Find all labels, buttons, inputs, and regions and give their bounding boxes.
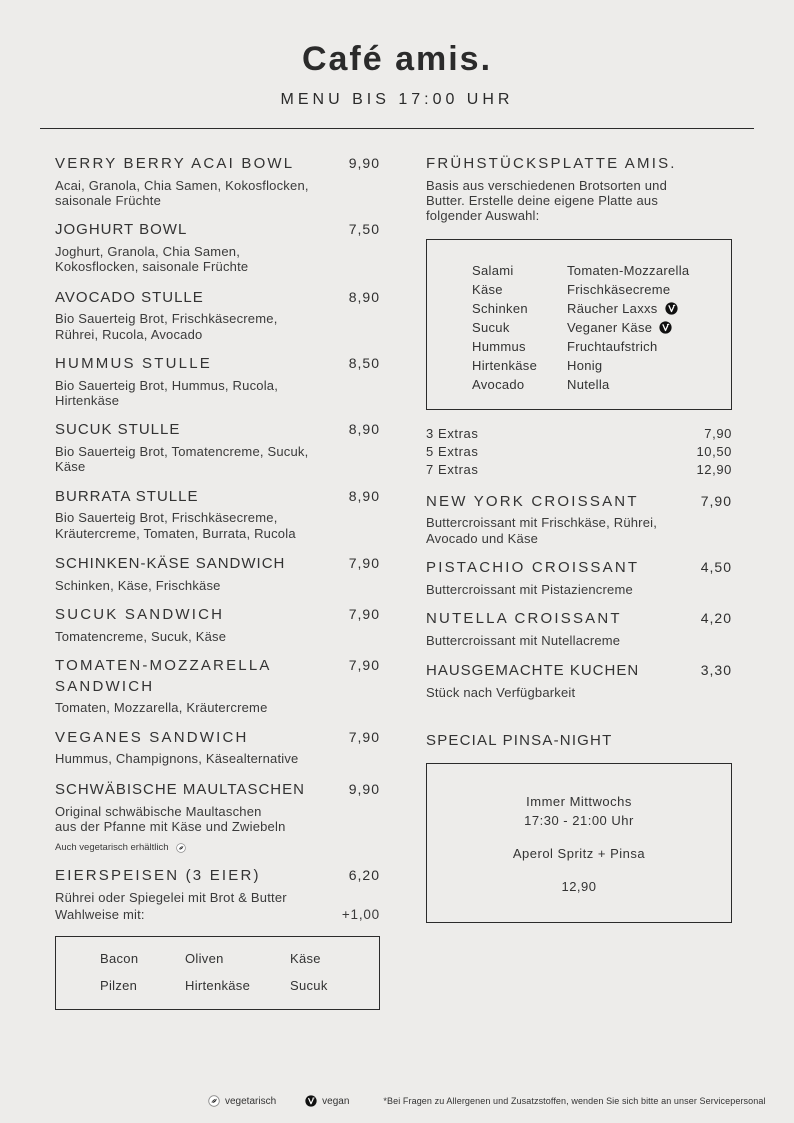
- menu-item-title: SUCUK STULLE: [55, 421, 181, 439]
- menu-item-head: [55, 554, 380, 575]
- special-box-line: 17:30 - 21:00 Uhr: [524, 813, 634, 829]
- menu-item-desc: [55, 178, 380, 209]
- vegetarian-icon: [208, 1095, 220, 1107]
- menu-item-desc: [55, 244, 380, 275]
- selection-item-label: Nutella: [567, 376, 610, 392]
- menu-item-desc: [55, 700, 380, 715]
- selection-item: [567, 356, 689, 375]
- menu-item-head: [55, 288, 380, 309]
- menu-item-title: PISTACHIO CROISSANT: [426, 559, 640, 577]
- menu-item-price: 6,20: [348, 867, 380, 884]
- special-box-spacer: [437, 863, 721, 877]
- menu-item-head: [55, 605, 380, 626]
- fruehstuecksplatte-title: FRÜHSTÜCKSPLATTE AMIS.: [426, 155, 677, 172]
- menu-item-desc-line: Bio Sauerteig Brot, Tomatencreme, Sucuk,: [55, 444, 309, 460]
- selection-item-label: Räucher Laxxs: [567, 300, 658, 316]
- extras-price: 12,90: [696, 461, 732, 477]
- menu-item-title: BURRATA STULLE: [55, 487, 199, 505]
- menu-item-title: NEW YORK CROISSANT: [426, 492, 639, 510]
- egg-extra-item: Pilzen: [100, 978, 138, 994]
- menu-item-price: 8,90: [348, 487, 380, 504]
- selection-item: Schinken: [472, 300, 528, 316]
- menu-item-desc-line: Bio Sauerteig Brot, Frischkäsecreme,: [55, 311, 278, 327]
- menu-item-desc: [55, 444, 380, 475]
- menu-item-price: 9,90: [348, 780, 380, 797]
- selection-item: Sucuk: [472, 319, 510, 335]
- menu-footer: [0, 1095, 774, 1107]
- special-box-line: Immer Mittwochs: [526, 794, 632, 810]
- menu-item-desc-line: Avocado und Käse: [426, 530, 539, 546]
- special-box-spacer: [437, 830, 721, 844]
- menu-item-subrow: [55, 907, 380, 922]
- menu-item: [55, 420, 380, 474]
- egg-extras-row: [100, 951, 379, 966]
- fruehstuecksplatte-desc-line: Butter. Erstelle deine eigene Platte aus: [426, 193, 659, 209]
- selection-item: Hummus: [472, 338, 526, 354]
- menu-item-desc-line: Kräutercreme, Tomaten, Burrata, Rucola: [55, 525, 296, 541]
- selection-item: [567, 261, 689, 280]
- menu-item: [426, 609, 732, 648]
- extras-price: 10,50: [696, 443, 732, 459]
- egg-extra-item: Käse: [290, 951, 321, 967]
- menu-item-head: [426, 609, 732, 630]
- egg-extras-row: [100, 978, 379, 993]
- menu-item-desc-line: Bio Sauerteig Brot, Hummus, Rucola,: [55, 377, 279, 393]
- menu-item-desc: [55, 629, 380, 644]
- menu-item: [55, 728, 380, 767]
- menu-item-title: JOGHURT BOWL: [55, 221, 188, 239]
- selection-item: [567, 299, 689, 318]
- fruehstuecksplatte-desc: [426, 178, 732, 224]
- menu-item-desc-line: Buttercroissant mit Pistaziencreme: [426, 581, 633, 597]
- legend-entry: [205, 1095, 276, 1107]
- selection-item-label: Frischkäsecreme: [567, 281, 671, 297]
- menu-item-head: [55, 354, 380, 375]
- legend-entry: [302, 1095, 349, 1107]
- menu-item-desc: [426, 582, 732, 597]
- selection-item: [567, 375, 689, 394]
- selection-item: Salami: [472, 262, 514, 278]
- vegan-icon: [665, 302, 678, 315]
- egg-extras-box: [55, 936, 380, 1010]
- menu-item-desc-line: Schinken, Käse, Frischkäse: [55, 577, 221, 593]
- menu-item: [55, 354, 380, 408]
- menu-item-title: VERRY BERRY ACAI BOWL: [55, 155, 295, 172]
- selection-item: Avocado: [472, 376, 525, 392]
- extras-price: 7,90: [704, 425, 732, 441]
- menu-item: [55, 656, 380, 716]
- left-items-list: [55, 154, 380, 922]
- menu-item-price: 7,90: [348, 728, 380, 745]
- menu-column-right: [426, 154, 732, 1010]
- menu-item-title: VEGANES SANDWICH: [55, 728, 249, 746]
- menu-item-head: [426, 661, 732, 682]
- menu-item-head: [55, 866, 380, 887]
- menu-item-title: AVOCADO STULLE: [55, 288, 204, 306]
- menu-item-price: 7,50: [348, 221, 380, 238]
- extras-count-label: 3 Extras: [426, 425, 479, 441]
- menu-columns: [0, 129, 794, 1010]
- menu-item-desc-line: Buttercroissant mit Frischkäse, Rührei,: [426, 515, 658, 531]
- menu-item-desc: [426, 685, 732, 700]
- menu-item-desc-line: Joghurt, Granola, Chia Samen,: [55, 244, 241, 260]
- egg-extra-item: Bacon: [100, 951, 139, 967]
- selection-item: [567, 280, 689, 299]
- selection-column-left: [472, 261, 567, 394]
- menu-item-price: 8,50: [348, 355, 380, 372]
- menu-item-price: 8,90: [348, 421, 380, 438]
- fruehstuecksplatte-desc-line: Basis aus verschiedenen Brotsorten und: [426, 177, 668, 193]
- diet-legend: [205, 1095, 349, 1107]
- fruehstuecksplatte-section: [426, 154, 732, 224]
- menu-item: [55, 866, 380, 922]
- menu-item-desc: [55, 510, 380, 541]
- menu-item-desc: [426, 515, 732, 546]
- menu-item-desc-line: Rührei, Rucola, Avocado: [55, 326, 203, 342]
- menu-item-head: [55, 728, 380, 749]
- selection-item-label: Fruchtaufstrich: [567, 338, 658, 354]
- vegan-icon: [305, 1095, 317, 1107]
- egg-extra-item: Sucuk: [290, 978, 328, 994]
- selection-item-label: Veganer Käse: [567, 319, 653, 335]
- selection-item: Käse: [472, 281, 503, 297]
- selection-item-label: Honig: [567, 357, 603, 373]
- menu-item-head: [55, 154, 380, 175]
- menu-item: [55, 154, 380, 208]
- menu-item-price: 3,30: [700, 662, 732, 679]
- menu-item-price: 7,90: [700, 492, 732, 509]
- menu-item-desc-line: Hummus, Champignons, Käsealternative: [55, 751, 299, 767]
- menu-item-desc-line: Buttercroissant mit Nutellacreme: [426, 632, 621, 648]
- menu-item: [55, 288, 380, 342]
- menu-item: [426, 661, 732, 700]
- menu-item-price: 9,90: [348, 155, 380, 171]
- menu-item: [55, 220, 380, 274]
- extras-price-row: [426, 443, 732, 461]
- menu-item-desc-line: Tomaten, Mozzarella, Kräutercreme: [55, 700, 268, 716]
- menu-item-desc-line: Käse: [55, 459, 86, 475]
- menu-item-note-text: Auch vegetarisch erhältlich: [55, 842, 169, 854]
- menu-item-price: 8,90: [348, 288, 380, 305]
- menu-item-head: [55, 220, 380, 241]
- menu-item-title: HUMMUS STULLE: [55, 355, 212, 373]
- menu-item-desc-line: Kokosflocken, saisonale Früchte: [55, 259, 249, 275]
- menu-item-sublabel: Wahlweise mit:: [55, 907, 145, 923]
- cafe-title: Café amis.: [301, 40, 493, 78]
- special-box-line: 12,90: [561, 879, 597, 895]
- selection-item-label: Tomaten-Mozzarella: [567, 262, 690, 278]
- selection-box: [426, 239, 732, 410]
- menu-item-title: TOMATEN-MOZZARELLA SANDWICH: [55, 657, 271, 695]
- menu-item-desc-line: Hirtenkäse: [55, 393, 120, 409]
- menu-item-subprice: +1,00: [341, 907, 380, 923]
- menu-item: [55, 554, 380, 593]
- special-heading: SPECIAL PINSA-NIGHT: [426, 732, 613, 750]
- menu-item-desc: [55, 804, 380, 835]
- menu-item-desc: [55, 311, 380, 342]
- special-pinsa-box: [426, 763, 732, 923]
- allergen-note: *Bei Fragen zu Allergenen und Zusatzstoffen, wenden Sie sich bitte an unser Servicepersonal: [383, 1096, 766, 1106]
- menu-item-price: 4,20: [700, 610, 732, 627]
- menu-item-desc: [426, 633, 732, 648]
- extras-price-row: [426, 461, 732, 479]
- legend-label: vegan: [322, 1095, 350, 1107]
- menu-subtitle: MENU BIS 17:00 UHR: [280, 91, 514, 108]
- special-box-line: Aperol Spritz + Pinsa: [512, 846, 646, 862]
- extras-count-label: 5 Extras: [426, 443, 479, 459]
- menu-item-desc-line: Acai, Granola, Chia Samen, Kokosflocken,: [55, 177, 309, 193]
- menu-item: [55, 605, 380, 644]
- menu-item-desc-line: saisonale Früchte: [55, 193, 162, 209]
- menu-item-desc-line: Stück nach Verfügbarkeit: [426, 684, 576, 700]
- menu-item-head: [426, 492, 732, 513]
- menu-item-title: NUTELLA CROISSANT: [426, 610, 622, 628]
- extras-price-row: [426, 425, 732, 443]
- menu-item: [55, 780, 380, 853]
- menu-item-price: 7,90: [348, 657, 380, 674]
- menu-item-desc-line: aus der Pfanne mit Käse und Zwiebeln: [55, 818, 286, 834]
- menu-item-title: SUCUK SANDWICH: [55, 606, 225, 624]
- selection-item: [567, 318, 689, 337]
- menu-item-head: [55, 656, 380, 697]
- menu-item-title: SCHWÄBISCHE MAULTASCHEN: [55, 780, 305, 798]
- egg-extra-item: Oliven: [185, 951, 224, 967]
- menu-item: [55, 487, 380, 541]
- extras-price-list: [426, 425, 732, 479]
- menu-item-title: SCHINKEN-KÄSE SANDWICH: [55, 555, 286, 573]
- menu-item: [426, 558, 732, 597]
- menu-item-head: [426, 558, 732, 579]
- fruehstuecksplatte-desc-line: folgender Auswahl:: [426, 208, 540, 224]
- selection-item: [567, 337, 689, 356]
- menu-item-title: EIERSPEISEN (3 EIER): [55, 867, 261, 885]
- selection-column-right: [567, 261, 689, 394]
- menu-item-price: 7,90: [348, 606, 380, 623]
- menu-item-desc-line: Bio Sauerteig Brot, Frischkäsecreme,: [55, 510, 278, 526]
- menu-item-title: HAUSGEMACHTE KUCHEN: [426, 662, 640, 680]
- extras-count-label: 7 Extras: [426, 461, 479, 477]
- menu-item-desc-line: Rührei oder Spiegelei mit Brot & Butter: [55, 889, 287, 905]
- menu-item-desc: [55, 751, 380, 766]
- vegan-icon: [659, 321, 672, 334]
- menu-item-head: [55, 780, 380, 801]
- menu-item-head: [55, 487, 380, 508]
- legend-label: vegetarisch: [225, 1095, 277, 1107]
- menu-item-desc: [55, 890, 380, 905]
- menu-item-desc-line: Original schwäbische Maultaschen: [55, 803, 262, 819]
- menu-item-note: [55, 842, 380, 853]
- menu-item-price: 4,50: [700, 559, 732, 576]
- menu-item: [426, 492, 732, 546]
- menu-item-head: [55, 420, 380, 441]
- selection-item: Hirtenkäse: [472, 357, 538, 373]
- vegetarian-icon: [176, 843, 186, 853]
- menu-item-price: 7,90: [348, 555, 380, 572]
- menu-header: [0, 0, 794, 109]
- right-items-list: [426, 492, 732, 700]
- menu-item-desc-line: Tomatencreme, Sucuk, Käse: [55, 628, 227, 644]
- menu-item-desc: [55, 578, 380, 593]
- egg-extra-item: Hirtenkäse: [185, 978, 251, 994]
- menu-column-left: [55, 154, 380, 1010]
- menu-item-desc: [55, 378, 380, 409]
